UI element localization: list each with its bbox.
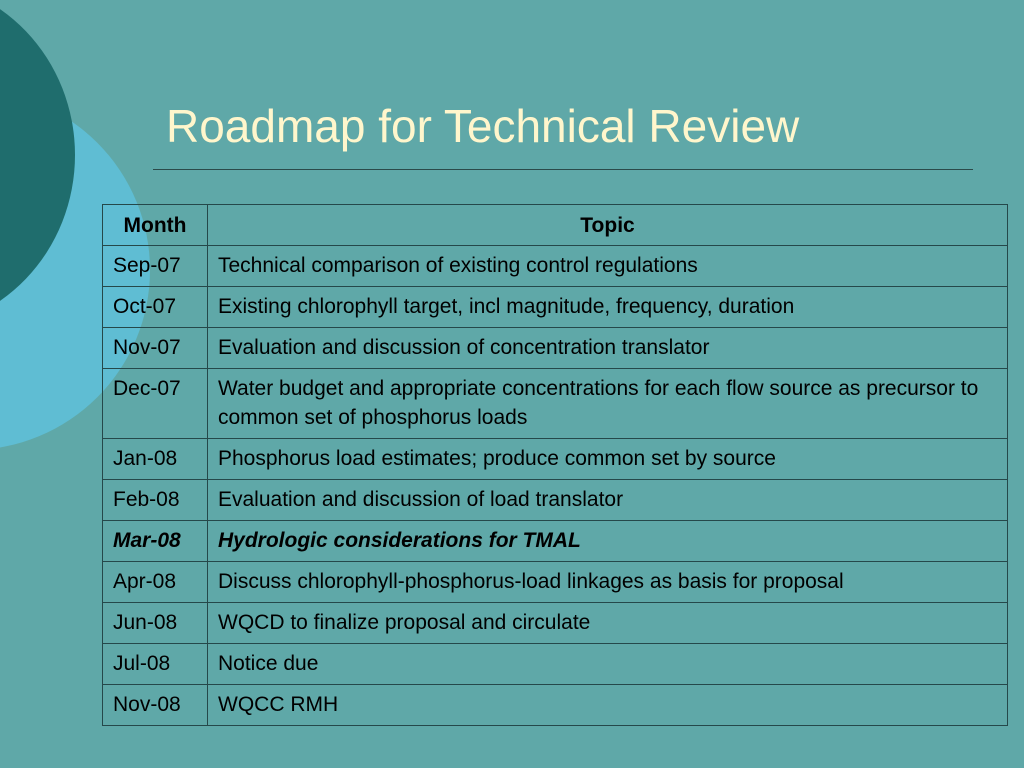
row-topic: Existing chlorophyll target, incl magnitude, frequency, duration [208,287,1008,328]
table-row [103,562,1008,603]
row-month: Oct-07 [103,287,208,328]
row-topic: Phosphorus load estimates; produce common set by source [208,439,1008,480]
row-topic: Evaluation and discussion of concentration translator [208,328,1008,369]
row-topic: Technical comparison of existing control regulations [208,246,1008,287]
row-topic: WQCC RMH [208,685,1008,726]
table-header-row [103,205,1008,246]
row-month: Jul-08 [103,644,208,685]
column-header-month: Month [103,205,208,246]
row-topic: Hydrologic considerations for TMAL [208,521,1008,562]
row-month: Jun-08 [103,603,208,644]
table-row-highlighted [103,521,1008,562]
title-divider [153,169,973,170]
roadmap-table [102,204,1008,726]
row-month: Feb-08 [103,480,208,521]
row-topic: Discuss chlorophyll-phosphorus-load linkages as basis for proposal [208,562,1008,603]
row-month: Dec-07 [103,369,208,439]
table-row [103,246,1008,287]
column-header-topic: Topic [208,205,1008,246]
row-month: Mar-08 [103,521,208,562]
row-month: Sep-07 [103,246,208,287]
row-month: Nov-07 [103,328,208,369]
row-topic: WQCD to finalize proposal and circulate [208,603,1008,644]
table-row [103,328,1008,369]
table-row [103,685,1008,726]
row-topic: Water budget and appropriate concentrations for each flow source as precursor to common set of phosphorus loads [208,369,1008,439]
row-topic: Notice due [208,644,1008,685]
table-row [103,369,1008,439]
slide-title: Roadmap for Technical Review [166,100,800,152]
table-row [103,480,1008,521]
row-month: Jan-08 [103,439,208,480]
table-row [103,287,1008,328]
table-row [103,603,1008,644]
row-month: Nov-08 [103,685,208,726]
row-topic: Evaluation and discussion of load translator [208,480,1008,521]
row-month: Apr-08 [103,562,208,603]
table-row [103,644,1008,685]
table-row [103,439,1008,480]
